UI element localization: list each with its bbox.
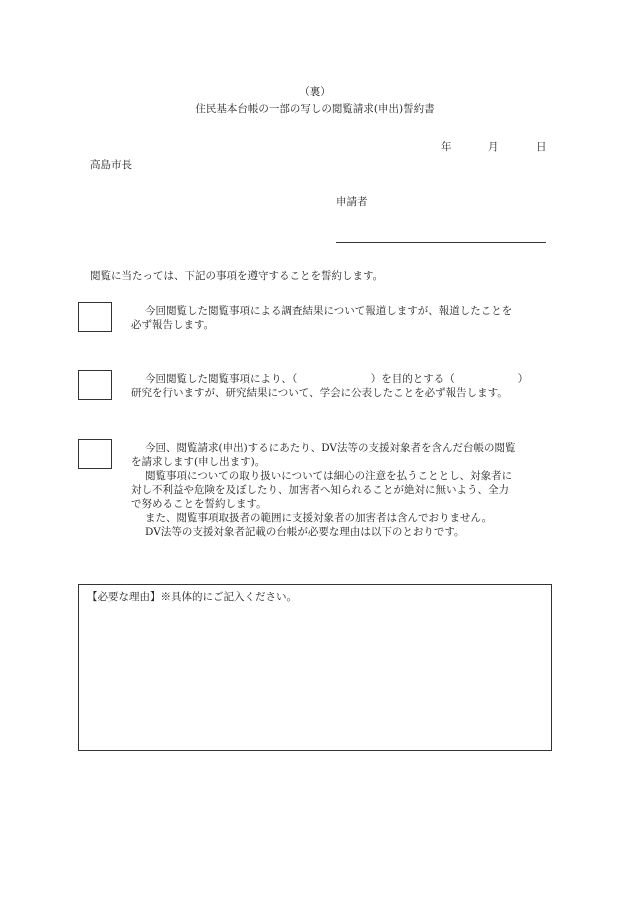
applicant-label: 申請者 — [336, 196, 368, 208]
date-month-label: 月 — [488, 141, 499, 153]
intro-statement: 閲覧に当たっては、下記の事項を遵守することを誓約します。 — [90, 270, 384, 282]
reason-label: 【必要な理由】※具体的にご記入ください。 — [87, 591, 297, 603]
item-3-line: で努めることを誓約します。 — [131, 498, 267, 510]
item-3-line: 閲覧事項についての取り扱いについては細心の注意を払うこととし、対象者に — [145, 470, 513, 482]
item-1-line: 今回閲覧した閲覧事項による調査結果について報道しますが、報道したことを — [145, 305, 513, 317]
reason-input-box[interactable] — [78, 584, 552, 751]
document-title: 住民基本台帳の一部の写しの閲覧請求(申出)誓約書 — [195, 103, 435, 115]
item-3-line: DV法等の支援対象者記載の台帳が必要な理由は以下のとおりです。 — [145, 526, 465, 538]
item-3-line: 今回、閲覧請求(申出)するにあたり、DV法等の支援対象者を含んだ台帳の閲覧 — [145, 442, 516, 454]
date-day-label: 日 — [536, 141, 547, 153]
item-2-text — [131, 372, 551, 400]
item-3-line: また、閲覧事項取扱者の範囲に支援対象者の加害者は含んでおりません。 — [145, 512, 493, 524]
applicant-signature-line[interactable] — [336, 242, 546, 243]
item-2-line: 今回閲覧した閲覧事項により、（ ）を目的とする（ ） — [145, 373, 529, 385]
item-3-line: 対し不利益や危険を及ぼしたり、加害者へ知られることが絶対に無いよう、全力 — [131, 484, 509, 496]
item-1-line: 必ず報告します。 — [131, 319, 215, 331]
item-2-checkbox[interactable] — [78, 370, 112, 400]
item-3-line: を請求します(申し出ます)。 — [131, 456, 266, 468]
item-3-checkbox[interactable] — [78, 439, 112, 469]
addressee: 高島市長 — [90, 159, 132, 171]
item-1-checkbox[interactable] — [78, 302, 112, 332]
item-2-line: 研究を行いますが、研究結果について、学会に公表したことを必ず報告します。 — [131, 387, 508, 399]
date-year-label: 年 — [441, 141, 452, 153]
back-side-mark: （裏） — [299, 86, 331, 98]
item-1-text — [131, 304, 551, 332]
item-3-text — [131, 441, 551, 539]
